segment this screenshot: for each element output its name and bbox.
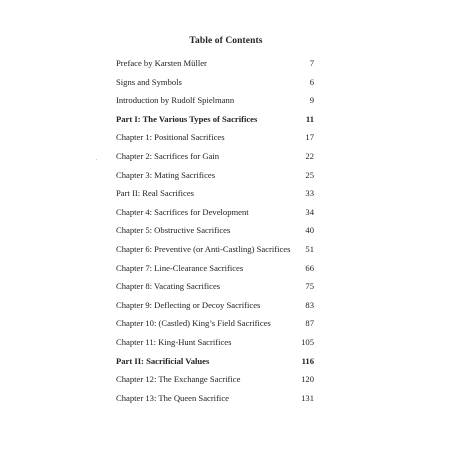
toc-entry-title: Chapter 3: Mating Sacrifices <box>116 169 216 180</box>
toc-entry-title: Chapter 6: Preventive (or Anti-Castling) Sacrifices <box>116 243 291 254</box>
toc-part-heading <box>116 187 314 206</box>
toc-entry <box>116 317 314 336</box>
toc-entry-page: 17 <box>305 132 314 143</box>
toc-entry-page: 75 <box>305 281 314 292</box>
toc-entry <box>116 206 314 225</box>
toc-entry-page: 87 <box>305 318 314 329</box>
toc-entry-page: 105 <box>301 336 314 347</box>
toc-entry-page: 34 <box>305 206 314 217</box>
toc-entry-page: 6 <box>309 76 314 87</box>
toc-entry <box>116 94 314 113</box>
toc-entry <box>116 299 314 318</box>
toc-title: Table of Contents <box>189 36 263 46</box>
toc-entry-title: Chapter 12: The Exchange Sacrifice <box>116 374 241 385</box>
toc-entry-title: Chapter 9: Deflecting or Decoy Sacrifices <box>116 299 261 310</box>
toc-entry-title: Chapter 8: Vacating Sacrifices <box>116 281 221 292</box>
toc-entry-title: Chapter 13: The Queen Sacrifice <box>116 392 229 403</box>
toc-entry-page: 11 <box>305 113 314 124</box>
toc-entry-title: Part I: The Various Types of Sacrifices <box>116 113 258 124</box>
toc-entry-title: Part II: Sacrificial Values <box>116 355 210 366</box>
toc-entry-title: Chapter 4: Sacrifices for Development <box>116 206 249 217</box>
toc-entry-title: Signs and Symbols <box>116 76 182 87</box>
toc-entry <box>116 280 314 299</box>
toc-entry <box>116 57 314 76</box>
toc-entry-title: Part II: Real Sacrifices <box>116 188 195 199</box>
toc-entry-title: Chapter 10: (Castled) King’s Field Sacrifices <box>116 318 271 329</box>
toc-entry-page: 9 <box>309 95 314 106</box>
toc-entry <box>116 224 314 243</box>
toc-entry <box>116 243 314 262</box>
toc-entry-page: 25 <box>305 169 314 180</box>
toc-entry-page: 120 <box>301 374 314 385</box>
toc-list <box>116 57 314 410</box>
toc-entry <box>116 262 314 281</box>
toc-entry-title: Chapter 1: Positional Sacrifices <box>116 132 225 143</box>
toc-entry-page: 40 <box>305 225 314 236</box>
toc-entry-page: 66 <box>305 262 314 273</box>
toc-entry-title: Chapter 5: Obstructive Sacrifices <box>116 225 231 236</box>
toc-entry <box>116 373 314 392</box>
toc-entry-title: Chapter 11: King-Hunt Sacrifices <box>116 336 232 347</box>
toc-entry <box>116 76 314 95</box>
toc-entry <box>116 150 314 169</box>
toc-entry-title: Chapter 2: Sacrifices for Gain <box>116 150 220 161</box>
toc-entry <box>116 392 314 411</box>
toc-entry-page: 51 <box>305 243 314 254</box>
toc-entry-page: 116 <box>301 355 314 366</box>
toc-part-heading <box>116 113 314 132</box>
toc-entry-page: 33 <box>305 188 314 199</box>
toc-entry <box>116 336 314 355</box>
toc-entry-title: Introduction by Rudolf Spielmann <box>116 95 235 106</box>
toc-entry-page: 131 <box>301 392 314 403</box>
toc-entry <box>116 169 314 188</box>
toc-entry-page: 83 <box>305 299 314 310</box>
toc-entry-title: Preface by Karsten Müller <box>116 58 207 68</box>
toc-entry-title: Chapter 7: Line-Clearance Sacrifices <box>116 262 244 273</box>
toc-entry <box>116 131 314 150</box>
toc-entry-page: 7 <box>309 58 314 68</box>
toc-entry-page: 22 <box>305 150 314 161</box>
toc-part-heading <box>116 355 314 374</box>
scan-speck <box>96 159 97 160</box>
